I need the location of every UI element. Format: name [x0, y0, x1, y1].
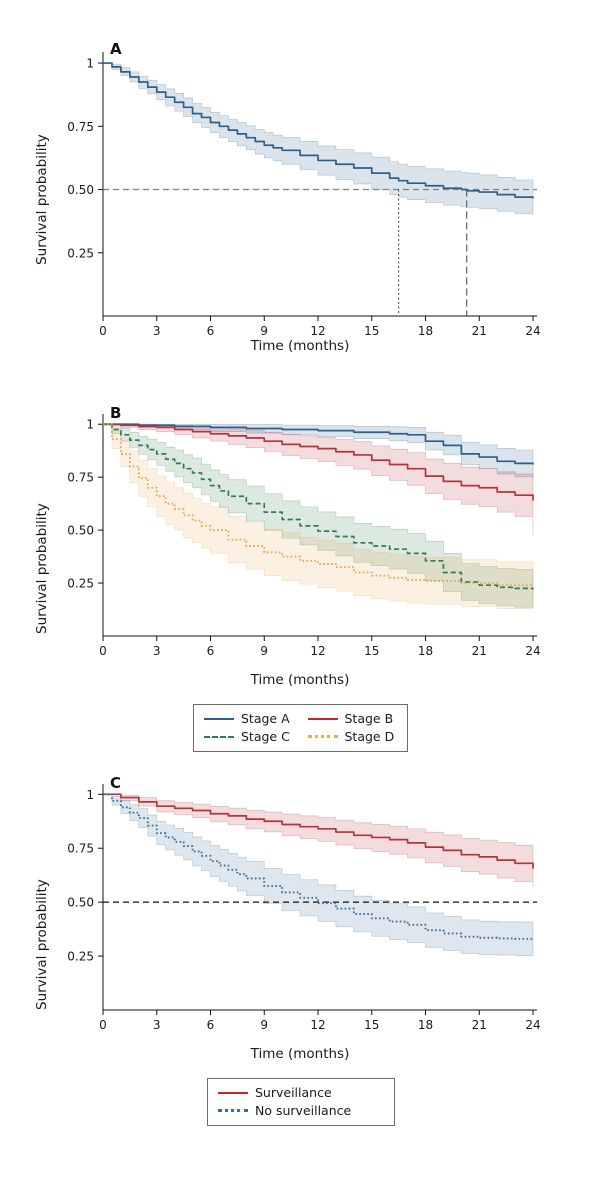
svg-text:0.25: 0.25: [67, 949, 94, 964]
svg-text:21: 21: [471, 644, 487, 658]
panel-b-x-axis-label: Time (months): [250, 672, 350, 688]
panel-c-x-axis-label: Time (months): [250, 1046, 350, 1062]
svg-text:21: 21: [471, 1018, 487, 1032]
svg-text:15: 15: [364, 1018, 380, 1032]
legend-swatch-surveillance: [218, 1092, 248, 1094]
svg-text:0.50: 0.50: [67, 183, 94, 198]
legend-label-stage-a: Stage A: [241, 711, 290, 726]
svg-text:18: 18: [417, 644, 434, 658]
legend-item-stage-a[interactable]: [204, 711, 294, 726]
svg-text:0.75: 0.75: [67, 470, 94, 485]
svg-text:6: 6: [206, 1018, 215, 1032]
legend-label-stage-c: Stage C: [241, 729, 290, 744]
legend-item-surveillance[interactable]: [218, 1085, 384, 1100]
svg-text:0: 0: [99, 324, 107, 338]
legend-swatch-stage-a: [204, 718, 234, 720]
svg-text:1: 1: [86, 417, 94, 432]
svg-text:0.25: 0.25: [67, 576, 94, 591]
svg-text:0.50: 0.50: [67, 523, 94, 538]
legend-label-stage-d: Stage D: [344, 729, 395, 744]
svg-text:12: 12: [310, 324, 326, 338]
legend-item-stage-d[interactable]: [308, 729, 398, 744]
panel-c-plot: [0, 760, 600, 1060]
svg-text:9: 9: [260, 644, 269, 658]
svg-text:0: 0: [99, 644, 107, 658]
svg-text:1: 1: [86, 56, 94, 71]
svg-text:9: 9: [260, 1018, 269, 1032]
svg-text:0.25: 0.25: [67, 246, 94, 261]
svg-text:6: 6: [206, 324, 215, 338]
svg-text:24: 24: [525, 644, 541, 658]
panel-b-y-axis-label: Survival probability: [34, 503, 50, 634]
panel-b-legend: [193, 704, 408, 752]
svg-text:15: 15: [364, 644, 380, 658]
svg-text:15: 15: [364, 324, 380, 338]
panel-a: [0, 0, 600, 384]
panel-c-letter: C: [110, 774, 122, 792]
panel-b: [0, 384, 600, 760]
svg-text:24: 24: [525, 324, 541, 338]
svg-text:0.75: 0.75: [67, 119, 94, 134]
legend-label-stage-b: Stage B: [344, 711, 394, 726]
panel-a-plot: [0, 0, 600, 384]
svg-text:3: 3: [152, 324, 161, 338]
panel-a-x-axis-label: Time (months): [250, 338, 350, 354]
panel-b-letter: B: [110, 404, 122, 422]
svg-text:1: 1: [86, 787, 94, 802]
panel-b-plot: [0, 384, 600, 684]
panel-c-y-axis-label: Survival probability: [34, 879, 50, 1010]
svg-text:12: 12: [310, 1018, 326, 1032]
svg-text:6: 6: [206, 644, 215, 658]
legend-swatch-stage-d: [308, 735, 338, 738]
svg-text:9: 9: [260, 324, 269, 338]
legend-item-stage-b[interactable]: [308, 711, 398, 726]
legend-item-stage-c[interactable]: [204, 729, 294, 744]
svg-text:0: 0: [99, 1018, 107, 1032]
panel-a-y-axis-label: Survival probability: [34, 134, 50, 265]
panel-c: [0, 760, 600, 1160]
legend-swatch-stage-b: [308, 718, 338, 720]
svg-text:3: 3: [152, 644, 161, 658]
svg-text:18: 18: [417, 324, 434, 338]
svg-text:0.75: 0.75: [67, 841, 94, 856]
svg-text:24: 24: [525, 1018, 541, 1032]
legend-label-surveillance: Surveillance: [255, 1085, 332, 1100]
legend-item-no-surveillance[interactable]: [218, 1103, 384, 1118]
svg-text:3: 3: [152, 1018, 161, 1032]
svg-text:18: 18: [417, 1018, 434, 1032]
legend-label-no-surveillance: No surveillance: [255, 1103, 352, 1118]
legend-swatch-no-surveillance: [218, 1109, 248, 1112]
panel-c-legend: [207, 1078, 395, 1126]
svg-text:21: 21: [471, 324, 487, 338]
legend-swatch-stage-c: [204, 736, 234, 738]
svg-text:0.50: 0.50: [67, 895, 94, 910]
svg-text:12: 12: [310, 644, 326, 658]
panel-a-letter: A: [110, 40, 122, 58]
